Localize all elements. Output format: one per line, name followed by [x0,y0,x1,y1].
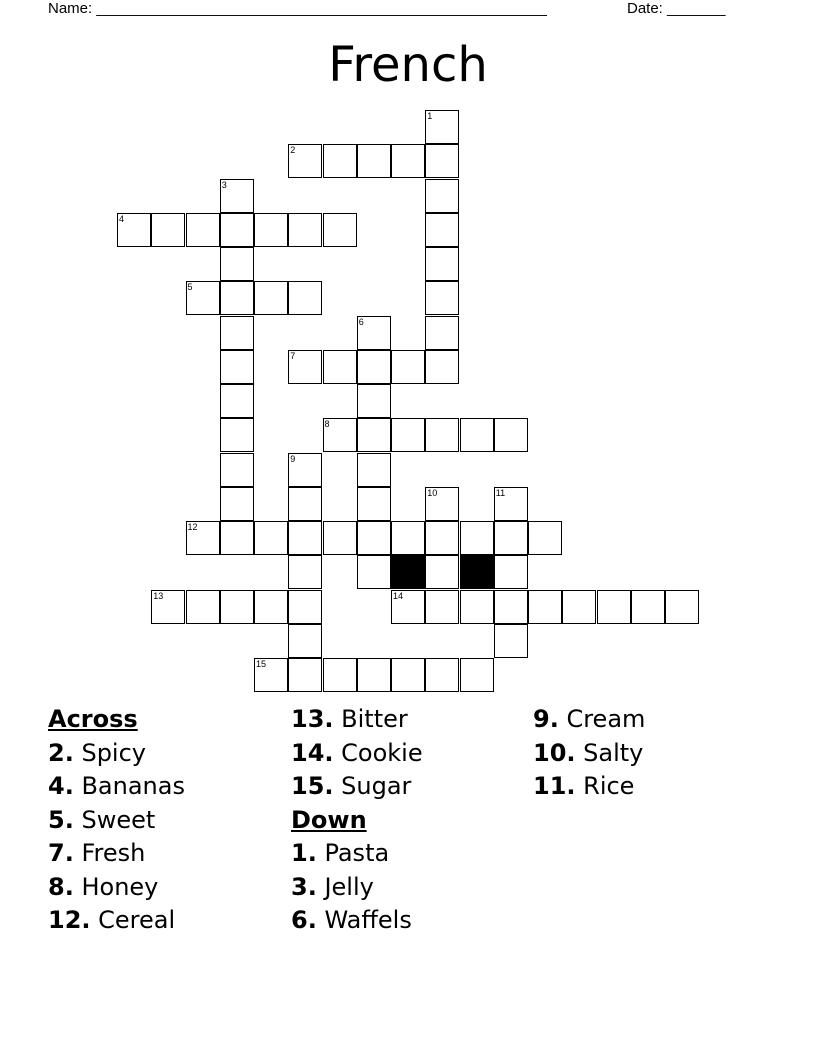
clue-number: 7 [290,350,296,361]
grid-cell[interactable] [288,658,322,692]
clue-number: 14 [393,590,404,601]
grid-cell[interactable] [323,144,357,178]
grid-cell[interactable] [391,418,425,452]
grid-cell[interactable] [288,350,322,384]
grid-cell[interactable] [288,213,322,247]
grid-cell[interactable] [288,624,322,658]
grid-block [460,555,494,589]
grid-cell[interactable] [494,418,528,452]
clue-number: 2 [290,145,296,156]
grid-cell[interactable] [151,213,185,247]
clue-item-text: Fresh [73,839,146,867]
clue-item-number: 8. [48,872,74,901]
grid-cell[interactable] [186,281,220,315]
grid-cell[interactable] [494,521,528,555]
grid-cell[interactable] [460,521,494,555]
clue-item-text: Pasta [316,839,390,867]
clue-item-number: 7. [48,839,74,867]
clue-item-text: Spicy [73,738,146,767]
grid-cell[interactable] [186,213,220,247]
grid-cell[interactable] [220,418,254,452]
clue-number: 13 [153,590,164,601]
grid-cell[interactable] [220,213,254,247]
clue-column-1 [48,703,185,938]
grid-cell[interactable] [357,521,391,555]
clue-column-2 [291,703,423,938]
grid-cell[interactable] [220,247,254,281]
grid-cell[interactable] [323,213,357,247]
clue-item-number: 15. [291,772,334,800]
grid-cell[interactable] [357,384,391,418]
clue-number: 4 [119,213,125,224]
clue-item-text: Waffels [316,906,412,934]
date-field-label: Date: _______ [627,0,726,17]
grid-cell[interactable] [665,590,699,624]
grid-cell[interactable] [528,521,562,555]
grid-cell[interactable] [254,590,288,624]
grid-cell[interactable] [425,179,459,213]
clue-number: 1 [427,111,433,121]
grid-cell[interactable] [117,213,151,247]
grid-cell[interactable] [186,590,220,624]
clue-item [533,770,645,804]
grid-cell[interactable] [597,590,631,624]
clue-item-text: Jelly [316,872,374,901]
grid-cell[interactable] [288,144,322,178]
clue-item [291,837,423,871]
grid-cell[interactable] [254,658,288,692]
grid-cell[interactable] [562,590,596,624]
grid-cell[interactable] [425,590,459,624]
grid-cell[interactable] [357,658,391,692]
clue-item-number: 3. [291,872,317,901]
clue-item [533,703,645,737]
clue-item [291,904,423,938]
clue-item-text: Bitter [333,705,408,733]
grid-cell[interactable] [220,179,254,213]
grid-cell[interactable] [425,521,459,555]
clue-column-3 [533,703,645,804]
clue-item-text: Honey [73,872,159,901]
page-title: French [328,37,488,93]
clue-item-text: Cereal [90,906,176,934]
grid-cell[interactable] [425,110,459,144]
grid-cell[interactable] [254,521,288,555]
grid-cell[interactable] [323,418,357,452]
clue-item [291,737,423,771]
grid-cell[interactable] [220,487,254,521]
clue-item-number: 13. [291,705,334,733]
grid-cell[interactable] [528,590,562,624]
clue-item [48,804,185,838]
clue-number: 9 [290,453,296,464]
grid-cell[interactable] [425,555,459,589]
clue-item-text: Rice [575,772,635,800]
clue-number: 5 [187,282,193,293]
grid-cell[interactable] [220,384,254,418]
grid-cell[interactable] [494,487,528,521]
grid-cell[interactable] [631,590,665,624]
clue-item-number: 5. [48,805,74,834]
grid-cell[interactable] [357,487,391,521]
clue-item-text: Sweet [73,805,156,834]
grid-cell[interactable] [254,281,288,315]
grid-cell[interactable] [425,487,459,521]
clue-item [48,770,185,804]
grid-cell[interactable] [391,521,425,555]
grid-cell[interactable] [288,590,322,624]
clue-number: 6 [358,316,364,327]
clue-number: 12 [187,522,198,532]
grid-cell[interactable] [288,281,322,315]
grid-cell[interactable] [323,521,357,555]
grid-cell[interactable] [288,521,322,555]
grid-cell[interactable] [357,453,391,487]
grid-cell[interactable] [323,350,357,384]
clue-item [48,737,185,771]
grid-cell[interactable] [220,350,254,384]
grid-cell[interactable] [425,350,459,384]
clue-item-text: Cream [558,705,646,733]
clue-item-number: 1. [291,839,317,867]
clue-item-number: 10. [533,738,576,767]
grid-cell[interactable] [151,590,185,624]
clue-item-number: 2. [48,738,74,767]
grid-cell[interactable] [357,316,391,350]
grid-cell[interactable] [288,453,322,487]
grid-cell[interactable] [460,418,494,452]
grid-cell[interactable] [391,350,425,384]
grid-cell[interactable] [323,658,357,692]
clue-item [291,703,423,737]
clue-item [533,737,645,771]
grid-cell[interactable] [425,281,459,315]
grid-cell[interactable] [220,281,254,315]
clue-item [291,770,423,804]
clue-number: 8 [324,419,330,430]
clue-item-number: 12. [48,906,91,934]
clue-item [291,871,423,905]
clue-section-heading: Across [48,705,138,733]
grid-cell[interactable] [425,213,459,247]
grid-block [391,555,425,589]
grid-cell[interactable] [425,658,459,692]
clue-item-text: Sugar [333,772,412,800]
clue-number: 3 [221,179,227,190]
grid-cell[interactable] [186,521,220,555]
clue-item-number: 9. [533,705,559,733]
grid-cell[interactable] [220,453,254,487]
grid-cell[interactable] [254,213,288,247]
grid-cell[interactable] [357,418,391,452]
clue-item-number: 11. [533,772,576,800]
grid-cell[interactable] [391,658,425,692]
grid-cell[interactable] [425,247,459,281]
grid-cell[interactable] [220,521,254,555]
grid-cell[interactable] [425,418,459,452]
grid-cell[interactable] [460,590,494,624]
clue-section-heading: Down [291,805,367,834]
name-field-label: Name: ______________________________________________________ [48,0,547,17]
clue-number: 11 [495,487,506,498]
clue-number: 10 [427,487,438,498]
grid-cell[interactable] [425,316,459,350]
clue-item [48,837,185,871]
grid-cell[interactable] [494,590,528,624]
grid-cell[interactable] [357,555,391,589]
clue-item-number: 6. [291,906,317,934]
grid-cell[interactable] [494,555,528,589]
grid-cell[interactable] [288,555,322,589]
grid-cell[interactable] [220,590,254,624]
clue-item-number: 14. [291,738,334,767]
grid-cell[interactable] [391,144,425,178]
clue-number: 15 [256,659,267,669]
grid-cell[interactable] [425,144,459,178]
clue-item [48,871,185,905]
clue-item [48,904,185,938]
grid-cell[interactable] [460,658,494,692]
grid-cell[interactable] [391,590,425,624]
grid-cell[interactable] [288,487,322,521]
grid-cell[interactable] [357,350,391,384]
grid-cell[interactable] [494,624,528,658]
clue-item-number: 4. [48,772,74,800]
clue-item-text: Salty [575,738,644,767]
clue-item-text: Bananas [73,772,185,800]
grid-cell[interactable] [357,144,391,178]
grid-cell[interactable] [220,316,254,350]
clue-item-text: Cookie [333,738,423,767]
